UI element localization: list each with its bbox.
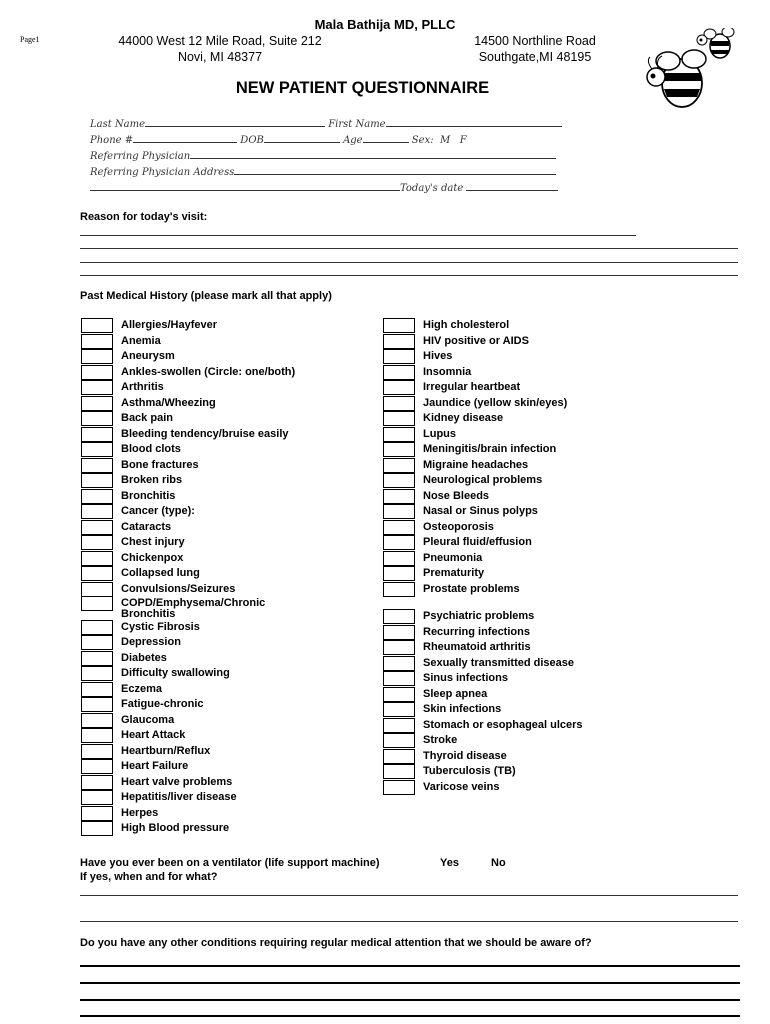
condition-label: Blood clots (121, 443, 181, 455)
condition-label: Herpes (121, 806, 159, 819)
checkbox[interactable] (383, 625, 415, 640)
sex-f-option[interactable]: F (459, 135, 467, 146)
checkbox[interactable] (81, 551, 113, 566)
condition-label: Convulsions/Seizures (121, 582, 236, 595)
checkbox[interactable] (383, 733, 415, 748)
condition-label: Sexually transmitted disease (423, 656, 575, 669)
condition-label: Nasal or Sinus polyps (423, 505, 538, 517)
checkbox[interactable] (81, 806, 113, 821)
condition-label: Sleep apnea (423, 687, 488, 700)
history-label: Past Medical History (please mark all that apply) (80, 290, 332, 302)
checkbox[interactable] (81, 458, 113, 473)
ventilator-followup: If yes, when and for what? (80, 871, 218, 883)
checkbox[interactable] (81, 396, 113, 411)
checkbox[interactable] (81, 775, 113, 790)
condition-label: Heart valve problems (121, 775, 233, 788)
checkbox[interactable] (383, 396, 415, 411)
checkbox[interactable] (81, 411, 113, 426)
checkbox[interactable] (81, 596, 113, 611)
condition-label: Hives (423, 350, 453, 362)
checkbox[interactable] (383, 764, 415, 779)
condition-label: Anemia (121, 334, 161, 347)
checkbox[interactable] (383, 318, 415, 333)
condition-label: Bleeding tendency/bruise easily (121, 427, 289, 440)
condition-label: Rheumatoid arthritis (423, 641, 531, 653)
practice-name: Mala Bathija MD, PLLC (314, 17, 456, 32)
condition-label: Eczema (121, 682, 162, 695)
ventilator-question: Have you ever been on a ventilator (life support machine) (80, 857, 380, 869)
checkbox[interactable] (81, 380, 113, 395)
address-southgate-line1: 14500 Northline Road (474, 34, 596, 48)
condition-label: Difficulty swallowing (121, 667, 230, 679)
condition-label: Cataracts (121, 520, 172, 533)
checkbox[interactable] (81, 489, 113, 504)
condition-label: High cholesterol (423, 319, 510, 331)
condition-label: Psychiatric problems (423, 610, 535, 622)
condition-label: Diabetes (121, 651, 167, 664)
condition-label: Nose Bleeds (423, 489, 490, 502)
checkbox[interactable] (81, 566, 113, 581)
checkbox[interactable] (383, 520, 415, 535)
checkbox[interactable] (383, 702, 415, 717)
condition-label: Neurological problems (423, 474, 543, 486)
ventilator-no-option[interactable]: No (491, 857, 506, 869)
checkbox[interactable] (383, 473, 415, 488)
condition-label: Heartburn/Reflux (121, 744, 211, 757)
condition-label: Pleural fluid/effusion (423, 536, 532, 548)
checkbox[interactable] (383, 489, 415, 504)
other-conditions-line-1[interactable] (80, 965, 740, 967)
condition-label: Meningitis/brain infection (423, 443, 557, 455)
condition-label: Irregular heartbeat (423, 381, 521, 393)
checkbox[interactable] (383, 718, 415, 733)
condition-label: Aneurysm (121, 350, 175, 362)
todays-date-label: Today's date (400, 183, 464, 194)
checkbox[interactable] (383, 687, 415, 702)
checkbox[interactable] (81, 790, 113, 805)
referring-address-label: Referring Physician Address (90, 167, 235, 178)
condition-label: Hepatitis/liver disease (121, 791, 237, 803)
checkbox[interactable] (383, 671, 415, 686)
checkbox[interactable] (81, 759, 113, 774)
condition-label: Back pain (121, 412, 173, 424)
checkbox[interactable] (81, 427, 113, 442)
checkbox[interactable] (383, 582, 415, 597)
condition-label: Jaundice (yellow skin/eyes) (423, 396, 568, 409)
last-name-label: Last Name (90, 119, 146, 130)
checkbox[interactable] (81, 318, 113, 333)
checkbox[interactable] (383, 780, 415, 795)
checkbox[interactable] (81, 535, 113, 550)
checkbox[interactable] (81, 582, 113, 597)
checkbox[interactable] (81, 620, 113, 635)
checkbox[interactable] (383, 640, 415, 655)
checkbox[interactable] (81, 682, 113, 697)
condition-label: Stroke (423, 734, 458, 746)
checkbox[interactable] (383, 609, 415, 624)
checkbox[interactable] (383, 442, 415, 457)
checkbox[interactable] (383, 458, 415, 473)
phone-label: Phone # (90, 135, 134, 146)
condition-label: Lupus (423, 427, 456, 440)
dob-label: DOB (240, 135, 264, 146)
checkbox[interactable] (81, 504, 113, 519)
address-novi-line1: 44000 West 12 Mile Road, Suite 212 (118, 34, 322, 48)
condition-label: Prostate problems (423, 582, 520, 595)
condition-label: Thyroid disease (423, 749, 507, 762)
checkbox[interactable] (383, 504, 415, 519)
condition-label: Migraine headaches (423, 458, 529, 471)
condition-label: Kidney disease (423, 412, 504, 424)
condition-label: Prematurity (423, 567, 485, 579)
checkbox[interactable] (81, 821, 113, 836)
checkbox[interactable] (383, 749, 415, 764)
condition-label: Depression (121, 636, 181, 648)
condition-label: Chest injury (121, 536, 185, 548)
condition-label: COPD/Emphysema/Chronic (121, 597, 266, 609)
other-conditions-question: Do you have any other conditions requiring regular medical attention that we should be aware of? (80, 937, 592, 949)
checkbox[interactable] (81, 697, 113, 712)
checkbox[interactable] (383, 411, 415, 426)
first-name-label: First Name (328, 119, 386, 130)
condition-label: Bone fractures (121, 458, 199, 471)
condition-label: Sinus infections (423, 672, 508, 684)
condition-label: Glaucoma (121, 713, 175, 726)
condition-label: Pneumonia (423, 551, 483, 564)
checkbox[interactable] (81, 666, 113, 681)
checkbox[interactable] (81, 334, 113, 349)
address-novi-line2: Novi, MI 48377 (177, 50, 263, 64)
condition-label: Collapsed lung (121, 567, 200, 579)
reason-label: Reason for today's visit: (80, 211, 208, 223)
checkbox[interactable] (383, 380, 415, 395)
sex-m-option[interactable]: M (439, 135, 451, 146)
condition-label: Varicose veins (423, 780, 500, 793)
checkbox[interactable] (81, 635, 113, 650)
condition-label: Heart Failure (121, 760, 189, 772)
condition-label: Broken ribs (121, 474, 183, 486)
ventilator-yes-option[interactable]: Yes (440, 857, 459, 869)
other-conditions-line-2[interactable] (80, 982, 740, 984)
condition-label: Asthma/Wheezing (121, 396, 216, 409)
condition-label: Tuberculosis (TB) (423, 765, 516, 777)
condition-label: Insomnia (423, 365, 472, 378)
condition-label: Recurring infections (423, 625, 530, 638)
checkbox[interactable] (81, 744, 113, 759)
checkbox[interactable] (383, 535, 415, 550)
ventilator-line-1[interactable] (80, 895, 738, 896)
checkbox[interactable] (383, 551, 415, 566)
condition-label: Skin infections (423, 703, 502, 715)
condition-label: Stomach or esophageal ulcers (423, 718, 583, 731)
condition-label: High Blood pressure (121, 822, 230, 834)
page-label: Page1 (20, 35, 40, 44)
condition-label: Allergies/Hayfever (121, 319, 217, 331)
condition-label: Ankles-swollen (Circle: one/both) (121, 365, 296, 378)
checkbox[interactable] (81, 728, 113, 743)
checkbox[interactable] (81, 442, 113, 457)
address-southgate-line2: Southgate,MI 48195 (478, 50, 592, 64)
condition-label: Arthritis (121, 381, 164, 393)
condition-label: HIV positive or AIDS (423, 334, 529, 347)
condition-label: Cancer (type): (121, 505, 195, 517)
sex-label: Sex: (411, 135, 434, 146)
checkbox[interactable] (81, 365, 113, 380)
checkbox[interactable] (383, 566, 415, 581)
condition-label: Cystic Fibrosis (121, 620, 200, 633)
condition-label: Osteoporosis (423, 520, 494, 533)
checkbox[interactable] (383, 365, 415, 380)
ventilator-line-2[interactable] (80, 921, 738, 922)
other-conditions-line-3[interactable] (80, 999, 740, 1001)
condition-label: Bronchitis (121, 607, 176, 620)
referring-physician-label: Referring Physician (90, 151, 191, 162)
checkbox[interactable] (383, 656, 415, 671)
condition-label: Fatigue-chronic (121, 698, 204, 710)
condition-label: Bronchitis (121, 489, 176, 502)
checkbox[interactable] (383, 334, 415, 349)
checkbox[interactable] (81, 520, 113, 535)
condition-label: Chickenpox (121, 551, 184, 564)
checkbox[interactable] (383, 349, 415, 364)
checkbox[interactable] (81, 473, 113, 488)
page-title: NEW PATIENT QUESTIONNAIRE (235, 79, 490, 97)
age-label: Age (343, 135, 363, 146)
condition-label: Heart Attack (121, 729, 186, 741)
checkbox[interactable] (81, 651, 113, 666)
checkbox[interactable] (383, 427, 415, 442)
other-conditions-line-4[interactable] (80, 1015, 740, 1017)
checkbox[interactable] (81, 713, 113, 728)
checkbox[interactable] (81, 349, 113, 364)
